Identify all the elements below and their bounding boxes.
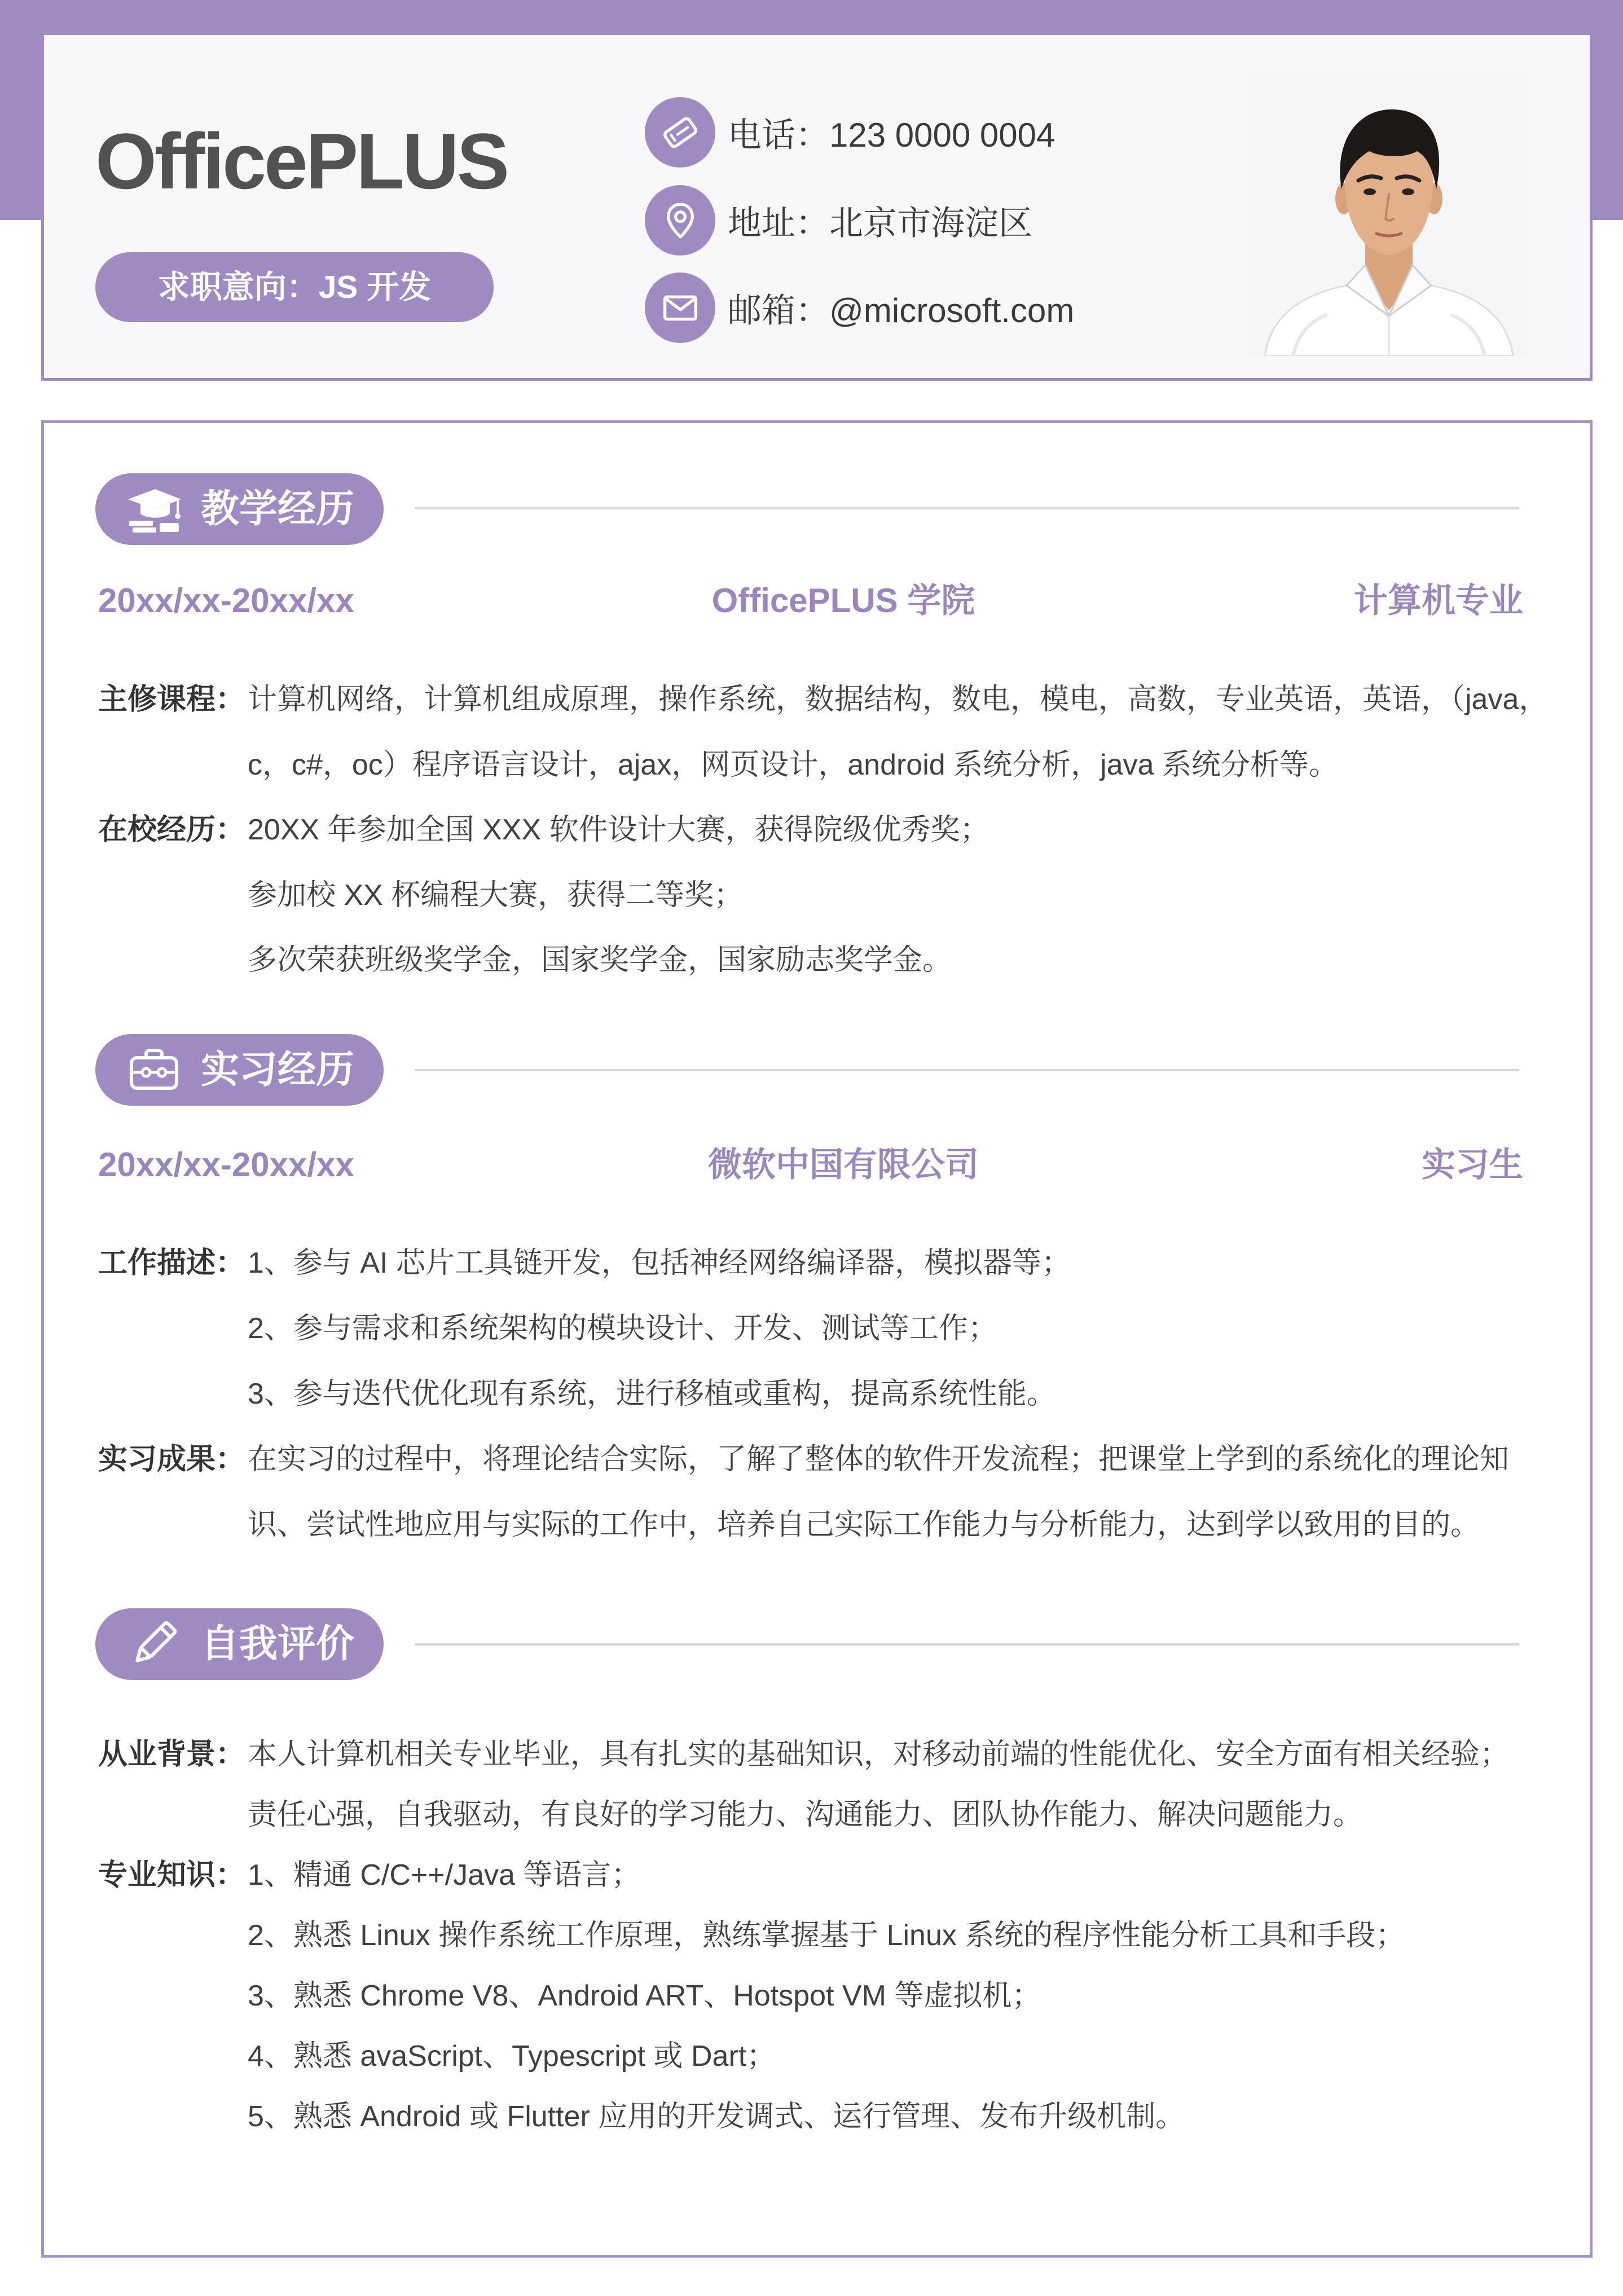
section-meta-row	[98, 578, 1523, 623]
entry-line: 20XX 年参加全国 XXX 软件设计大赛，获得院级优秀奖；	[248, 813, 989, 846]
entry-label: 工作描述：	[98, 1247, 245, 1279]
briefcase-icon	[125, 1044, 183, 1095]
entry-line: 3、熟悉 Chrome V8、Android ART、Hotspot VM 等虚拟机；	[248, 1980, 1041, 2012]
section-title-badge	[95, 1034, 384, 1106]
entry-professional-skills	[98, 1845, 1565, 2147]
section-title-badge	[95, 473, 384, 545]
entry-line: 3、参与迭代优化现有系统，进行移植或重构，提高系统性能。	[248, 1378, 1056, 1410]
entry-line: c，c#，oc）程序语言设计，ajax，网页设计，android 系统分析，java 系统分析等。	[248, 748, 1338, 781]
mail-icon	[645, 272, 715, 343]
resume-body	[41, 420, 1593, 2258]
entry-line: 在实习的过程中，将理论结合实际，了解了整体的软件开发流程；把课堂上学到的系统化的理论知	[248, 1443, 1510, 1476]
company-name: 微软中国有限公司	[708, 1146, 979, 1184]
section-divider	[415, 1643, 1519, 1646]
entry-content	[248, 1427, 1565, 1558]
contact-phone	[645, 97, 1055, 168]
header-card	[41, 32, 1593, 381]
entry-line: 参加校 XX 杯编程大赛，获得二等奖；	[248, 878, 744, 912]
location-icon	[645, 185, 715, 256]
entry-label: 从业背景：	[98, 1738, 245, 1771]
entry-main-courses	[98, 667, 1565, 798]
entry-job-description	[98, 1230, 1565, 1427]
contact-address-text: 地址：北京市海淀区	[728, 204, 1032, 242]
contact-email-text: 邮箱：@microsoft.com	[728, 291, 1075, 329]
entry-background	[98, 1725, 1565, 1845]
entry-line: 2、熟悉 Linux 操作系统工作原理，熟练掌握基于 Linux 系统的程序性能分析工具和手段；	[248, 1919, 1405, 1952]
period: 20xx/xx-20xx/xx	[98, 582, 354, 619]
entry-label: 实习成果：	[98, 1443, 245, 1476]
job-objective-badge	[95, 252, 494, 322]
section-meta-row	[98, 1142, 1523, 1187]
period: 20xx/xx-20xx/xx	[98, 1146, 354, 1184]
section-entries	[98, 1230, 1565, 1558]
entry-internship-results	[98, 1427, 1565, 1558]
graduation-cap-icon	[125, 483, 183, 534]
section-entries	[98, 1725, 1565, 2147]
entry-line: 2、参与需求和系统架构的模块设计、开发、测试等工作；	[248, 1312, 997, 1345]
pencil-icon	[125, 1618, 183, 1669]
section-title: 教学经历	[201, 487, 355, 530]
section-divider	[415, 507, 1519, 509]
entry-content	[248, 798, 1565, 993]
entry-line: 计算机网络，计算机组成原理，操作系统，数据结构，数电，模电，高数，专业英语，英语，（java，	[248, 683, 1549, 716]
section-divider	[415, 1069, 1519, 1071]
entry-content	[248, 1725, 1565, 1845]
entry-line: 5、熟悉 Android 或 Flutter 应用的开发调式、运行管理、发布升级机制。	[248, 2100, 1185, 2133]
entry-label: 专业知识：	[98, 1859, 245, 1892]
candidate-name: OfficePLUS	[95, 117, 508, 205]
entry-line: 1、精通 C/C++/Java 等语言；	[248, 1859, 641, 1892]
section-title-badge	[95, 1608, 384, 1680]
entry-line: 责任心强，自我驱动，有良好的学习能力、沟通能力、团队协作能力、解决问题能力。	[248, 1798, 1363, 1831]
entry-line: 4、熟悉 avaScript、Typescript 或 Dart；	[248, 2040, 776, 2073]
job-objective-text: 求职意向：JS 开发	[157, 269, 432, 305]
entry-campus-experience	[98, 798, 1565, 993]
phone-icon	[645, 97, 715, 168]
contact-phone-text: 电话：123 0000 0004	[728, 116, 1055, 154]
entry-line: 本人计算机相关专业毕业，具有扎实的基础知识，对移动前端的性能优化、安全方面有相关经验；	[248, 1738, 1510, 1771]
entry-label: 主修课程：	[98, 683, 245, 716]
entry-label: 在校经历：	[98, 813, 245, 846]
job-role: 实习生	[1422, 1146, 1523, 1184]
profile-photo	[1248, 73, 1529, 356]
contact-address	[645, 185, 1032, 256]
entry-content	[248, 1845, 1565, 2147]
contact-email	[645, 272, 1074, 343]
section-title: 自我评价	[201, 1622, 355, 1665]
section-entries	[98, 667, 1565, 993]
major: 计算机专业	[1354, 582, 1523, 619]
entry-content	[248, 667, 1565, 798]
entry-line: 多次荣获班级奖学金，国家奖学金，国家励志奖学金。	[248, 944, 952, 977]
entry-line: 识、尝试性地应用与实际的工作中，培养自己实际工作能力与分析能力，达到学以致用的目的。	[248, 1508, 1480, 1541]
entry-content	[248, 1230, 1565, 1427]
school-name: OfficePLUS 学院	[711, 582, 975, 619]
entry-line: 1、参与 AI 芯片工具链开发，包括神经网络编译器，模拟器等；	[248, 1247, 1071, 1279]
section-title: 实习经历	[201, 1048, 355, 1091]
